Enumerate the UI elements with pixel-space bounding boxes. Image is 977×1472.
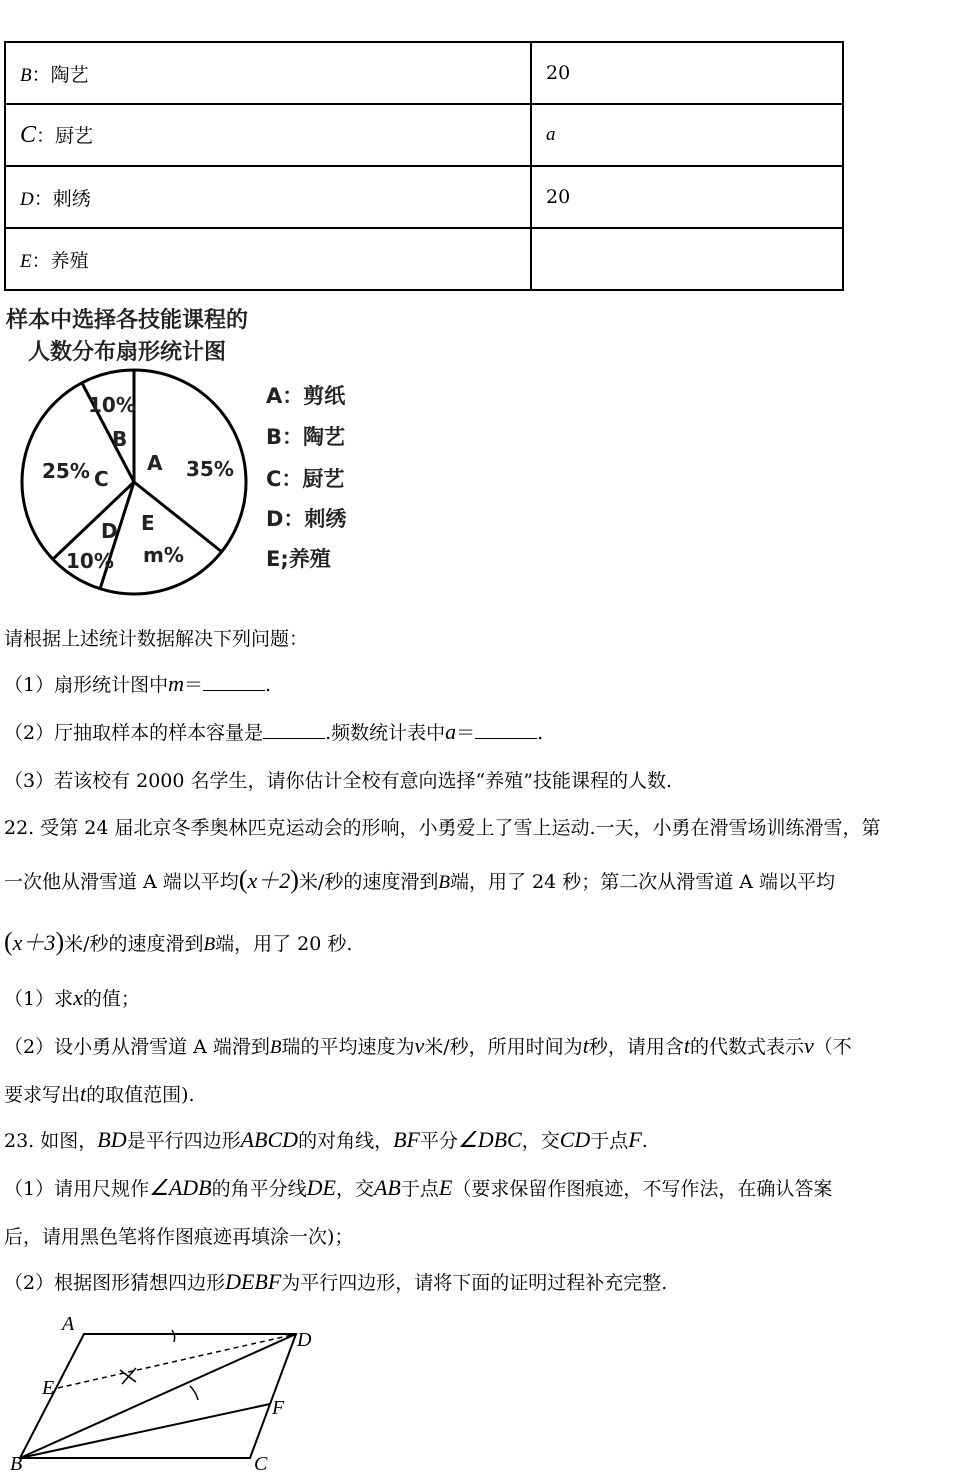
q21-part2 — [4, 718, 543, 745]
text: ，交 — [335, 1178, 374, 1200]
slice-label-b-letter: B — [112, 427, 128, 451]
paren: ) — [290, 865, 299, 894]
point-f: F — [628, 1127, 642, 1152]
point-label-a: A — [62, 1313, 75, 1335]
row-letter: E — [20, 250, 32, 272]
text: （2）厅抽取样本的样本容量是 — [4, 722, 264, 744]
q21-part1 — [4, 670, 271, 697]
text: 端，用了 20 秒. — [215, 933, 353, 955]
text: （2）根据图形猜想四边形 — [4, 1272, 226, 1294]
var-t: t — [582, 1033, 589, 1058]
text: 于点 — [590, 1130, 629, 1152]
text: 端，用了 24 秒；第二次从滑雪道 A 端以平均 — [449, 871, 835, 893]
text: .频数统计表中 — [325, 722, 446, 744]
table-cell-category — [5, 104, 531, 166]
text: 的角平分线 — [211, 1178, 307, 1200]
text: 要求写出 — [4, 1084, 81, 1106]
q22-line1: 22. 受第 24 届北京冬季奥林匹克运动会的形响，小勇爱上了雪上运动.一天，小勇在滑雪场训练滑雪，第 — [4, 817, 881, 839]
table-row — [5, 42, 843, 104]
segment-bf — [20, 1404, 270, 1458]
text: 平分 — [419, 1130, 458, 1152]
text: ，交 — [521, 1130, 560, 1152]
answer-blank[interactable] — [203, 672, 265, 691]
point-label-e: E — [42, 1377, 55, 1399]
row-name: ：陶艺 — [31, 63, 89, 86]
text: ＝ — [183, 674, 203, 696]
seg-de: DE — [306, 1175, 336, 1200]
text: （2）设小勇从滑雪道 A 端滑到 — [4, 1036, 270, 1058]
text: 23. 如图， — [4, 1130, 98, 1152]
var-m: m — [168, 671, 184, 696]
q22-part2-cont — [4, 1080, 195, 1107]
construction-arc — [190, 1386, 198, 1400]
text: 秒，请用含 — [588, 1036, 684, 1058]
answer-blank[interactable] — [475, 720, 537, 739]
row-name: ：刺绣 — [33, 187, 91, 210]
q23-part1 — [4, 1174, 832, 1201]
point-label-d: D — [297, 1329, 312, 1351]
q23-part1-cont: 后，请用黑色笔将作图痕迹再填涂一次)； — [4, 1226, 354, 1248]
table-row — [5, 166, 843, 228]
q21-part3: （3）若该校有 2000 名学生，请你估计全校有意向选择“养殖”技能课程的人数. — [4, 770, 672, 792]
row-name: ：厨艺 — [36, 125, 94, 147]
text: 为平行四边形，请将下面的证明过程补充完整. — [281, 1272, 668, 1294]
q21-intro: 请根据上述统计数据解决下列问题： — [4, 628, 309, 650]
expr: x＋2 — [247, 868, 291, 893]
table-cell-value: 20 — [531, 166, 843, 228]
table-row — [5, 104, 843, 166]
text: . — [265, 674, 272, 696]
table-cell-value: a — [531, 104, 843, 166]
text: 米/秒的速度滑到 — [64, 933, 204, 955]
table-cell-value: 20 — [531, 42, 843, 104]
angle-adb: ∠ADB — [149, 1175, 212, 1200]
var-v: v — [803, 1033, 814, 1058]
text: 米/秒，所用时间为 — [424, 1036, 583, 1058]
text: 的取值范围). — [86, 1084, 195, 1106]
var-b: B — [269, 1037, 282, 1058]
q22-line3 — [4, 926, 352, 957]
paren: ) — [55, 927, 65, 956]
q22-line2 — [4, 864, 835, 895]
text: （不 — [813, 1036, 852, 1058]
var-b: B — [203, 934, 216, 955]
point-label-c: C — [254, 1453, 268, 1472]
text: . — [537, 722, 544, 744]
text: 米/秒的速度滑到 — [298, 871, 439, 893]
table-row — [5, 228, 843, 290]
row-letter: B — [20, 64, 32, 86]
table-cell-value — [531, 228, 843, 290]
paren: ( — [238, 865, 248, 894]
construction-arc — [172, 1330, 175, 1342]
text: . — [641, 1130, 648, 1152]
text: （1）求 — [4, 988, 74, 1010]
expr: x＋3 — [12, 930, 56, 955]
text: 于点 — [400, 1178, 439, 1200]
quad-debf: DEBF — [225, 1269, 282, 1294]
answer-blank[interactable] — [263, 720, 325, 739]
q22-part1 — [4, 984, 140, 1011]
pie-chart-title — [6, 305, 248, 369]
parallelogram-abcd: ABCD — [240, 1127, 299, 1152]
q22-part2 — [4, 1032, 852, 1059]
point-label-f: F — [272, 1397, 285, 1419]
row-name: ：养殖 — [31, 249, 89, 272]
slice-label-d-letter: D — [101, 519, 118, 543]
seg-bf: BF — [393, 1127, 420, 1152]
row-letter: D — [20, 188, 34, 210]
slice-label-a-pct: 35% — [186, 457, 234, 481]
slice-label-b-pct: 10% — [88, 393, 136, 417]
diagonal-bd — [20, 1334, 296, 1458]
seg-ab: AB — [373, 1175, 401, 1200]
slice-label-a-letter: A — [147, 451, 163, 475]
seg-cd: CD — [559, 1127, 591, 1152]
q23-stem — [4, 1126, 648, 1153]
text: ＝ — [456, 722, 476, 744]
var-x: x — [73, 985, 83, 1010]
pie-chart — [0, 368, 380, 608]
table-cell-category — [5, 42, 531, 104]
var-b: B — [438, 872, 450, 893]
text: 的代数式表示 — [689, 1036, 804, 1058]
table-cell-category — [5, 166, 531, 228]
legend-item: D：刺绣 — [266, 507, 347, 531]
slice-label-e-pct: m% — [143, 543, 184, 567]
text: 的值； — [82, 988, 140, 1010]
angle-dbc: ∠DBC — [457, 1127, 522, 1152]
legend-item: E;养殖 — [266, 547, 331, 571]
pie-title-line2: 人数分布扇形统计图 — [28, 340, 227, 365]
q23-part2 — [4, 1268, 667, 1295]
table-cell-category — [5, 228, 531, 290]
bisector-de — [58, 1334, 296, 1388]
text: 的对角线， — [298, 1130, 394, 1152]
point-label-b: B — [10, 1453, 23, 1472]
point-e: E — [438, 1175, 453, 1200]
text: 是平行四边形 — [126, 1130, 241, 1152]
pie-title-line1: 样本中选择各技能课程的 — [6, 308, 249, 333]
slice-label-d-pct: 10% — [66, 549, 114, 573]
row-letter: C — [20, 122, 37, 148]
slice-label-c-letter: C — [94, 467, 109, 491]
legend-item: B：陶艺 — [266, 425, 346, 449]
text: （要求保留作图痕迹，不写作法，在确认答案 — [452, 1178, 833, 1200]
paren: ( — [4, 927, 13, 956]
seg-bd: BD — [97, 1127, 127, 1152]
slice-label-e-letter: E — [141, 511, 155, 535]
slice-label-c-pct: 25% — [42, 459, 90, 483]
construction-cross — [120, 1368, 136, 1384]
text: （1）请用尺规作 — [4, 1178, 150, 1200]
var-t: t — [683, 1033, 690, 1058]
text: （1）扇形统计图中 — [4, 674, 169, 696]
var-t: t — [80, 1081, 87, 1106]
frequency-table — [4, 41, 844, 291]
var-a: a — [445, 719, 457, 744]
legend-item: A：剪纸 — [266, 384, 346, 408]
parallelogram-figure — [0, 1312, 340, 1472]
var-v: v — [414, 1033, 425, 1058]
legend-item: C：厨艺 — [266, 467, 345, 491]
text: 瑞的平均速度为 — [281, 1036, 415, 1058]
text: 一次他从滑雪道 A 端以平均 — [4, 871, 239, 893]
